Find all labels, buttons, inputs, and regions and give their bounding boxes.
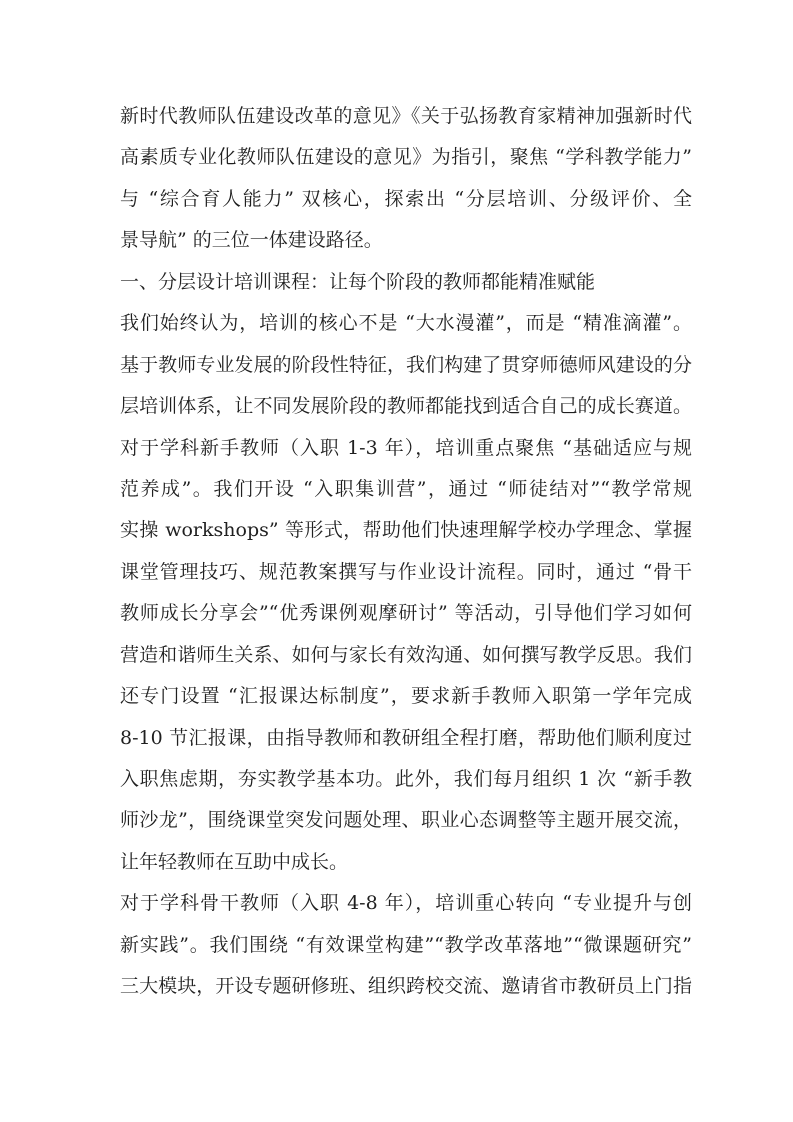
text-line: 基于教师专业发展的阶段性特征，我们构建了贯穿师德师风建设的分 (120, 353, 692, 376)
text-line: 入职焦虑期，夯实教学基本功。此外，我们每月组织 1 次 “新手教 (120, 768, 692, 790)
text-line: 实操 workshops” 等形式，帮助他们快速理解学校办学理念、掌握 (120, 519, 692, 542)
text-line: 还专门设置 “汇报课达标制度”，要求新手教师入职第一学年完成 (120, 685, 692, 708)
text-line: 让年轻教师在互助中成长。 (120, 850, 349, 873)
text-line: 师沙龙”，围绕课堂突发问题处理、职业心态调整等主题开展交流， (120, 809, 692, 832)
text-block (120, 96, 692, 1008)
text-line: 营造和谐师生关系、如何与家长有效沟通、如何撰写教学反思。我们 (120, 643, 692, 666)
text-line: 8-10 节汇报课，由指导教师和教研组全程打磨，帮助他们顺利度过 (120, 726, 692, 749)
text-line: 高素质专业化教师队伍建设的意见》为指引，聚焦 “学科教学能力” (120, 146, 692, 169)
text-line: 我们始终认为，培训的核心不是 “大水漫灌”，而是 “精准滴灌”。 (120, 312, 692, 335)
text-line: 与 “综合育人能力” 双核心，探索出 “分层培训、分级评价、全 (120, 187, 692, 210)
text-line: 范养成”。我们开设 “入职集训营”，通过 “师徒结对”“教学常规 (120, 477, 692, 500)
text-line: 教师成长分享会”“优秀课例观摩研讨” 等活动，引导他们学习如何 (120, 602, 692, 625)
section-heading: 一、分层设计培训课程：让每个阶段的教师都能精准赋能 (120, 270, 596, 293)
text-line: 新实践”。我们围绕 “有效课堂构建”“教学改革落地”“微课题研究” (120, 933, 692, 956)
text-line: 三大模块，开设专题研修班、组织跨校交流、邀请省市教研员上门指 (120, 975, 692, 998)
text-line: 层培训体系，让不同发展阶段的教师都能找到适合自己的成长赛道。 (120, 395, 692, 418)
text-line: 对于学科新手教师（入职 1-3 年），培训重点聚焦 “基础适应与规 (120, 436, 692, 459)
text-line: 课堂管理技巧、规范教案撰写与作业设计流程。同时，通过 “骨干 (120, 560, 692, 583)
text-line: 新时代教师队伍建设改革的意见》《关于弘扬教育家精神加强新时代 (120, 105, 692, 127)
text-line: 景导航” 的三位一体建设路径。 (120, 229, 383, 252)
text-line: 对于学科骨干教师（入职 4-8 年），培训重心转向 “专业提升与创 (120, 892, 692, 915)
